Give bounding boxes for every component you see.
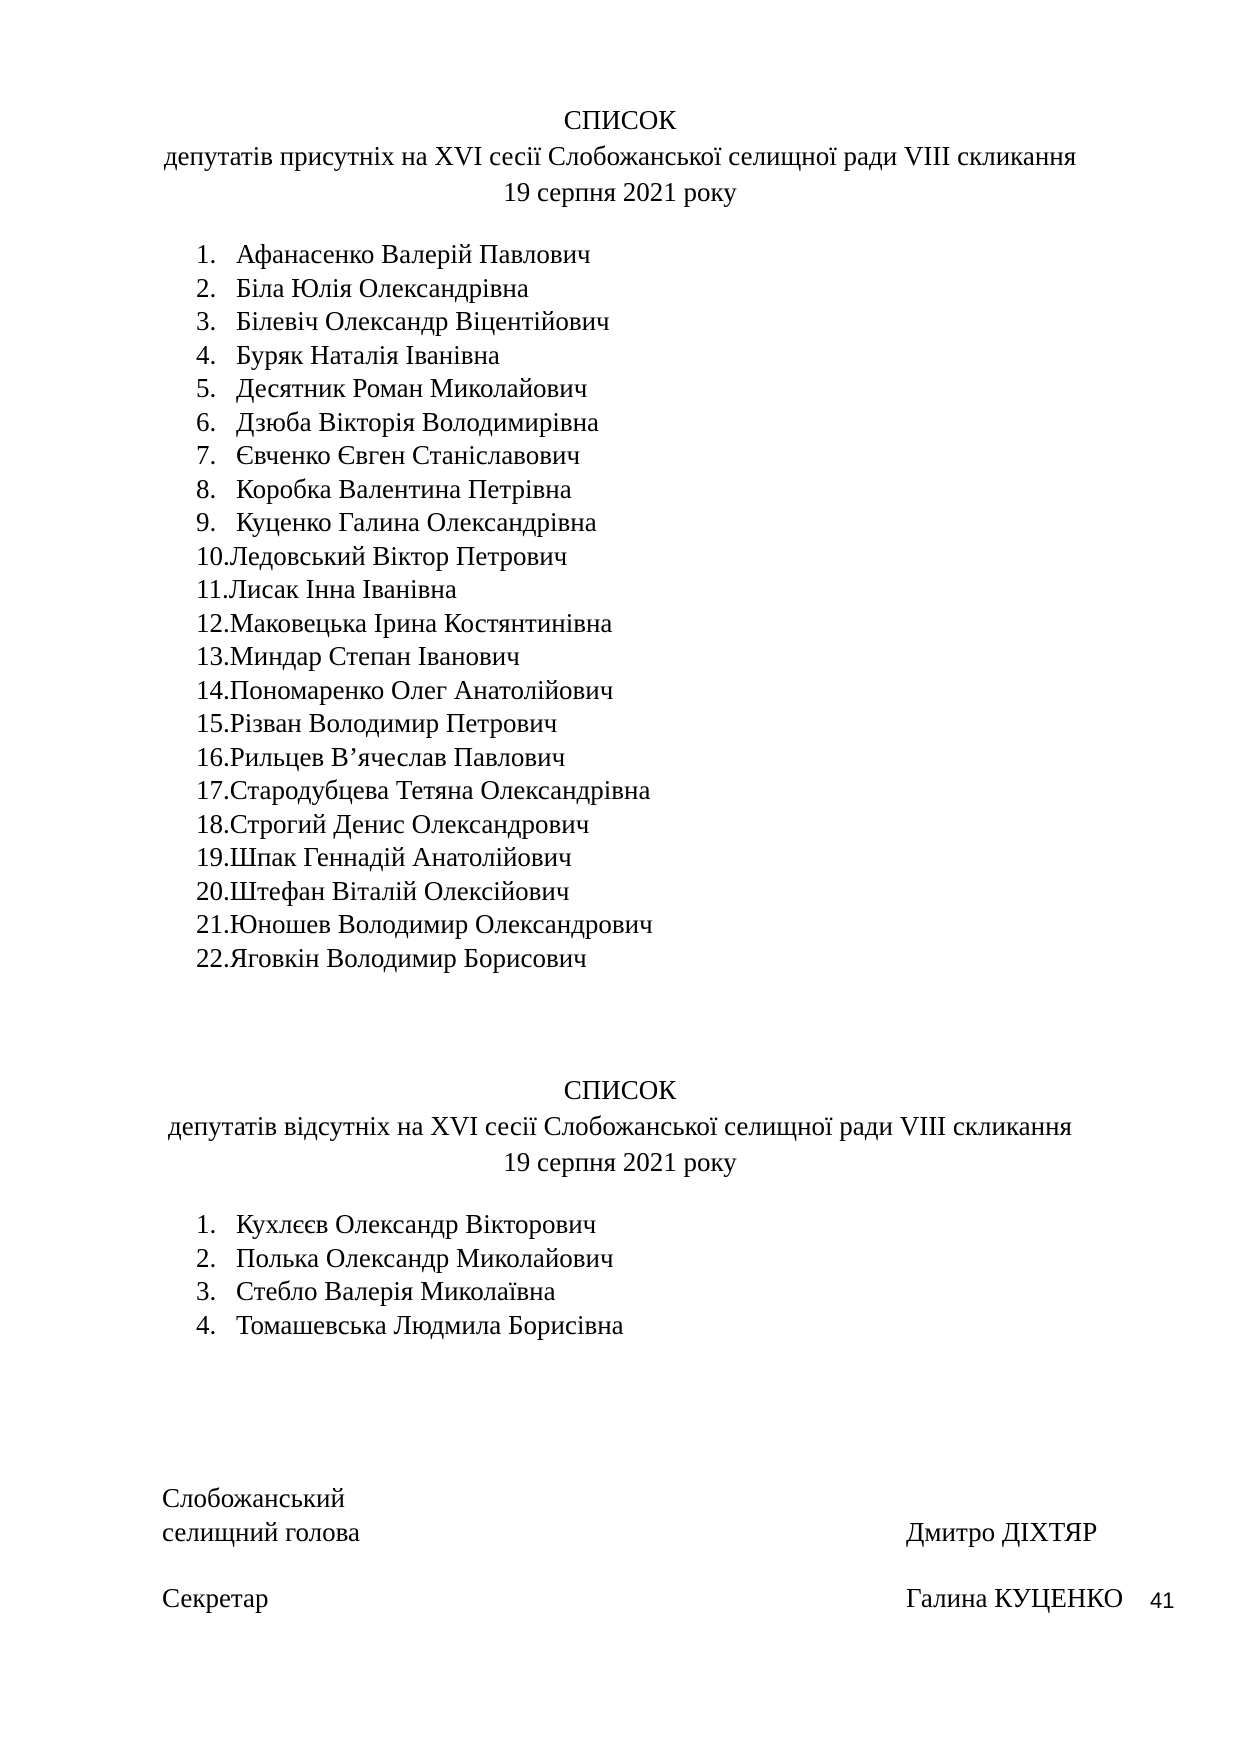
- deputy-name: Томашевська Людмила Борисівна: [236, 1309, 624, 1340]
- list-item-number: 4.: [196, 339, 217, 370]
- deputy-name: Строгий Денис Олександрович: [229, 808, 590, 839]
- deputy-name: Десятник Роман Миколайович: [236, 373, 588, 403]
- list-item: [196, 674, 653, 708]
- deputy-name: Лисак Інна Іванівна: [228, 574, 457, 604]
- deputy-name: Коробка Валентина Петрівна: [236, 473, 572, 504]
- absent-subtitle: депутатів відсутніх на XVI сесії Слобожанської селищної ради VIII скликання: [168, 1111, 1072, 1141]
- list-item: [196, 942, 653, 976]
- deputy-name: Рильцев В’ячеслав Павлович: [229, 741, 566, 772]
- present-list: [196, 238, 653, 975]
- deputy-name: Білевіч Олександр Віцентійович: [236, 306, 610, 336]
- absent-title: СПИСОК: [563, 1075, 677, 1105]
- list-item-number: 12.: [196, 607, 230, 638]
- present-date: 19 серпня 2021 року: [503, 177, 737, 207]
- deputy-name: Шпак Геннадій Анатолійович: [229, 842, 572, 872]
- list-item-number: 15.: [196, 708, 230, 738]
- list-item: [196, 607, 653, 641]
- present-heading: [0, 102, 1240, 210]
- list-item: [196, 372, 653, 406]
- list-item: [196, 741, 653, 775]
- list-item: [196, 707, 653, 741]
- deputy-name: Ледовський Віктор Петрович: [229, 540, 568, 571]
- list-item: [196, 908, 653, 942]
- list-item: [196, 272, 653, 306]
- deputy-name: Стебло Валерія Миколаївна: [236, 1276, 556, 1306]
- list-item-number: 1.: [196, 1209, 217, 1239]
- deputy-name: Кухлєєв Олександр Вікторович: [236, 1209, 597, 1239]
- list-item: [196, 540, 653, 574]
- deputy-name: Маковецька Ірина Костянтинівна: [229, 607, 613, 638]
- list-item-number: 16.: [196, 741, 230, 772]
- list-item-number: 20.: [196, 875, 230, 906]
- head-name: Дмитро ДІХТЯР: [906, 1517, 1098, 1547]
- list-item: [196, 1208, 624, 1242]
- list-item-number: 2.: [196, 272, 217, 303]
- list-item: [196, 238, 653, 272]
- list-item-number: 1.: [196, 239, 217, 269]
- deputy-name: Юношев Володимир Олександрович: [229, 909, 653, 939]
- deputy-name: Афанасенко Валерій Павлович: [236, 239, 591, 269]
- absent-list: [196, 1208, 624, 1342]
- list-item-number: 8.: [196, 473, 217, 504]
- list-item-number: 13.: [196, 641, 230, 671]
- absent-heading: [0, 1072, 1240, 1180]
- absent-date: 19 серпня 2021 року: [503, 1147, 737, 1177]
- list-item: [196, 406, 653, 440]
- deputy-name: Яговкін Володимир Борисович: [229, 942, 587, 973]
- list-item-number: 9.: [196, 507, 217, 537]
- deputy-name: Куценко Галина Олександрівна: [236, 507, 597, 537]
- deputy-name: Біла Юлія Олександрівна: [236, 272, 529, 303]
- list-item: [196, 1309, 624, 1343]
- list-item-number: 4.: [196, 1309, 217, 1340]
- list-item-number: 5.: [196, 373, 217, 403]
- list-item-number: 18.: [196, 808, 230, 839]
- deputy-name: Євченко Євген Станіславович: [236, 440, 581, 470]
- head-title-line2: селищний голова: [162, 1517, 361, 1547]
- list-item: [196, 774, 653, 808]
- head-title-line1: Слобожанський: [162, 1483, 345, 1513]
- secretary-name: Галина КУЦЕНКО: [906, 1583, 1124, 1613]
- secretary-title: Секретар: [162, 1583, 269, 1613]
- page-number: 41: [1150, 1588, 1175, 1613]
- list-item: [196, 875, 653, 909]
- deputy-name: Пономаренко Олег Анатолійович: [229, 674, 614, 705]
- list-item: [196, 339, 653, 373]
- deputy-name: Штефан Віталій Олексійович: [229, 875, 570, 906]
- deputy-name: Різван Володимир Петрович: [229, 708, 558, 738]
- list-item-number: 21.: [196, 909, 230, 939]
- list-item: [196, 573, 653, 607]
- list-item-number: 3.: [196, 306, 217, 336]
- list-item: [196, 473, 653, 507]
- deputy-name: Миндар Степан Іванович: [229, 641, 520, 671]
- present-subtitle: депутатів присутніх на XVI сесії Слобожанської селищної ради VIII скликання: [163, 141, 1077, 171]
- list-item-number: 14.: [196, 674, 230, 705]
- present-title: СПИСОК: [563, 105, 677, 135]
- list-item-number: 6.: [196, 406, 217, 437]
- list-item-number: 3.: [196, 1276, 217, 1306]
- deputy-name: Полька Олександр Миколайович: [236, 1242, 614, 1273]
- list-item-number: 19.: [196, 842, 230, 872]
- list-item: [196, 1275, 624, 1309]
- list-item: [196, 1242, 624, 1276]
- list-item-number: 2.: [196, 1242, 217, 1273]
- list-item: [196, 640, 653, 674]
- list-item-number: 7.: [196, 440, 217, 470]
- list-item: [196, 841, 653, 875]
- list-item: [196, 808, 653, 842]
- list-item: [196, 439, 653, 473]
- list-item-number: 10.: [196, 540, 230, 571]
- deputy-name: Буряк Наталія Іванівна: [236, 339, 500, 370]
- deputy-name: Стародубцева Тетяна Олександрівна: [229, 775, 651, 805]
- list-item-number: 11.: [196, 574, 229, 604]
- list-item-number: 22.: [196, 942, 230, 973]
- list-item-number: 17.: [196, 775, 230, 805]
- deputy-name: Дзюба Вікторія Володимирівна: [236, 406, 600, 437]
- list-item: [196, 305, 653, 339]
- list-item: [196, 506, 653, 540]
